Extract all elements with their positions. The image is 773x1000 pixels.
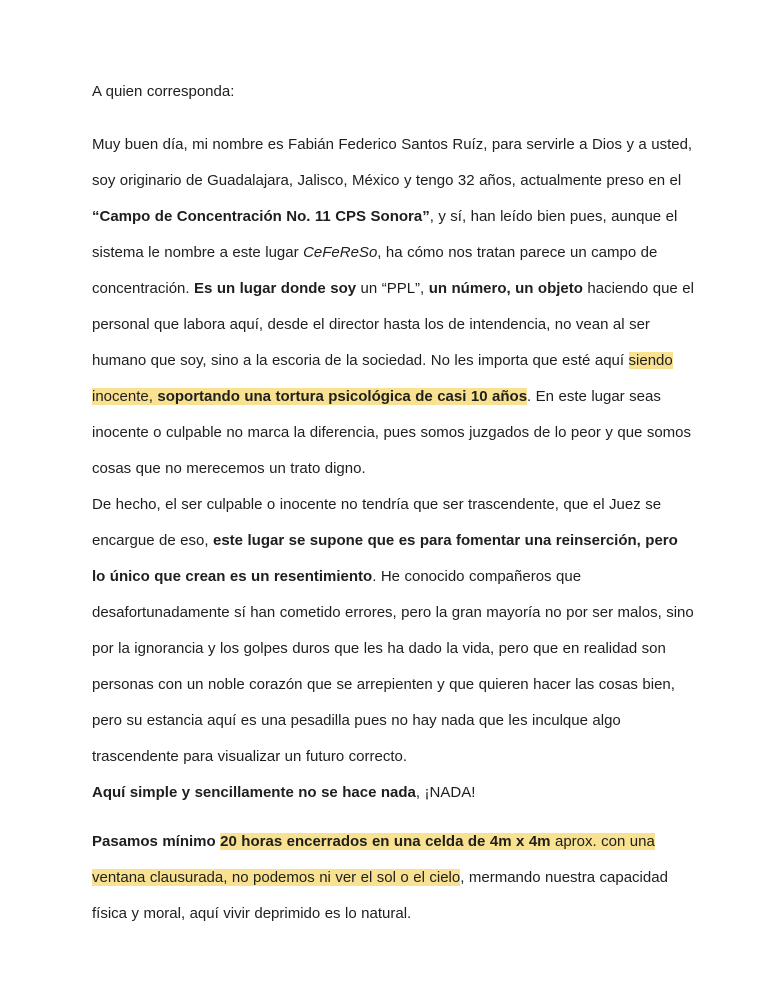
text-run: Pasamos mínimo: [92, 833, 221, 850]
text-run: . He conocido compañeros que desafortunadamente sí han cometido errores, pero la gran mayoría no por ser malos, sino por la ignorancia y los golpes duros que les ha dado la vida, pero que en realidad son personas con un noble corazón que se arrepienten y que quieren hacer las cosas bien, pero su estancia aquí es una pesadilla pues no hay nada que les inculque algo trascendente para visualizar un futuro correcto.: [92, 568, 694, 765]
text-run: un número, un objeto: [428, 280, 583, 297]
text-run: este lugar se supone que es para fomentar una reinserción, pero lo único que crean es un resentimiento: [92, 532, 678, 585]
text-run: Aquí simple y sencillamente no se hace nada: [92, 784, 416, 801]
text-run: un “PPL”,: [356, 280, 429, 297]
paragraph-p1: [92, 127, 695, 487]
text-run: , mermando nuestra capacidad física y moral, aquí vivir deprimido es lo natural.: [92, 869, 668, 922]
paragraph-p2: [92, 487, 695, 775]
text-run-highlighted: siendo inocente,: [92, 352, 673, 405]
letter-document: [92, 74, 695, 932]
salutation-line: A quien corresponda:: [92, 83, 235, 100]
paragraph-p3: [92, 775, 695, 811]
text-run: . En este lugar seas inocente o culpable no marca la diferencia, pues somos juzgados de lo peor y que somos cosas que no merecemos un trato digno.: [92, 388, 692, 477]
text-run: , y sí, han leído bien pues, aunque el sistema le nombre a este lugar: [92, 208, 678, 261]
text-run: CeFeReSo: [303, 244, 378, 261]
paragraph-p4: [92, 824, 695, 932]
letter-body: [92, 127, 695, 932]
text-run: , ¡NADA!: [415, 784, 476, 801]
text-run: Muy buen día, mi nombre es Fabián Federico Santos Ruíz, para servirle a Dios y a usted, soy originario de Guadalajara, Jalisco, México y tengo 32 años, actualmente preso en el: [92, 136, 693, 189]
text-run: De hecho, el ser culpable o inocente no tendría que ser trascendente, que el Juez se encargue de eso,: [92, 496, 662, 549]
text-run: , ha cómo nos tratan parece un campo de concentración.: [92, 244, 658, 297]
text-run: haciendo que el personal que labora aquí, desde el director hasta los de intendencia, no vean al ser humano que soy, sino a la escoria de la sociedad. No les importa que esté aquí: [92, 280, 694, 369]
text-run-highlighted: 20 horas encerrados en una celda de 4m x 4m: [220, 833, 551, 850]
text-run-highlighted: soportando una tortura psicológica de casi 10 años: [157, 388, 528, 405]
text-run: Es un lugar donde soy: [194, 280, 357, 297]
text-run-highlighted: aprox. con una ventana clausurada, no podemos ni ver el sol o el cielo: [92, 833, 655, 886]
text-run: “Campo de Concentración No. 11 CPS Sonora”: [92, 208, 430, 225]
